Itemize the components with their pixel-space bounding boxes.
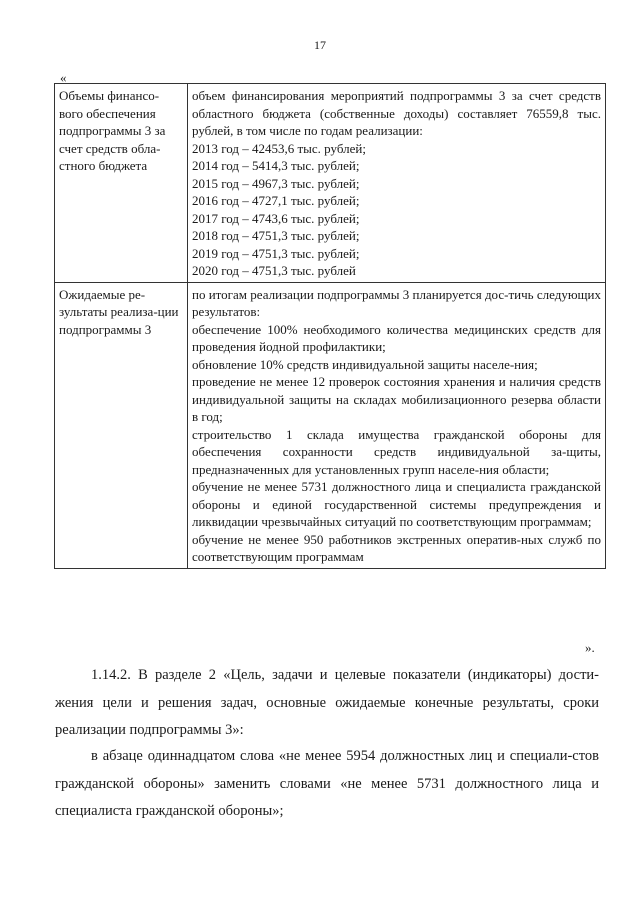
result-item: обучение не менее 950 работников экстренных оператив-ных служб по соответствующим программам bbox=[192, 531, 601, 564]
amendment-paragraph-2: в абзаце одиннадцатом слова «не менее 5954 должностных лиц и специали-стов гражданской обороны» заменить словами «не менее 5731 должностного лица и специалиста гражданской обороны»; bbox=[55, 748, 599, 819]
results-content-cell bbox=[188, 282, 606, 568]
results-label-cell: Ожидаемые ре-зультаты реализа-ции подпрограммы 3 bbox=[55, 282, 188, 568]
financing-year-line: 2014 год – 5414,3 тыс. рублей; bbox=[192, 158, 360, 173]
result-item: обновление 10% средств индивидуальной защиты населе-ния; bbox=[192, 356, 538, 372]
subprogram-passport-table bbox=[54, 83, 606, 569]
financing-year-line: 2020 год – 4751,3 тыс. рублей bbox=[192, 263, 356, 278]
financing-year-line: 2019 год – 4751,3 тыс. рублей; bbox=[192, 245, 360, 261]
financing-year-line: 2013 год – 42453,6 тыс. рублей; bbox=[192, 140, 366, 156]
financing-year-line: 2016 год – 4727,1 тыс. рублей; bbox=[192, 193, 360, 208]
table-row-financing bbox=[55, 84, 606, 283]
opening-quote-mark: « bbox=[60, 70, 67, 85]
financing-intro: объем финансирования мероприятий подпрограммы 3 за счет средств областного бюджета (собственные доходы) составляет 76559,8 тыс. рублей, в том числе по годам реализации: bbox=[192, 88, 601, 138]
result-item: по итогам реализации подпрограммы 3 планируется дос-тичь следующих результатов: bbox=[192, 286, 601, 319]
financing-content-cell bbox=[188, 84, 606, 283]
financing-year-line: 2015 год – 4967,3 тыс. рублей; bbox=[192, 175, 360, 191]
result-item: обеспечение 100% необходимого количества медицинских средств для проведения йодной профилактики; bbox=[192, 321, 601, 354]
financing-year-line: 2018 год – 4751,3 тыс. рублей; bbox=[192, 228, 360, 243]
amendment-paragraph-1: 1.14.2. В разделе 2 «Цель, задачи и целевые показатели (индикаторы) дости-жения цели и решения задач, основные ожидаемые конечные результаты, сроки реализации подпрограммы 3»: bbox=[55, 667, 599, 738]
financing-year-line: 2017 год – 4743,6 тыс. рублей; bbox=[192, 210, 360, 226]
result-item: проведение не менее 12 проверок состояния хранения и наличия средств индивидуальной защиты на складах мобилизационного резерва области в год; bbox=[192, 374, 601, 424]
result-item: строительство 1 склада имущества гражданской обороны для обеспечения сохранности средств индивидуальной за-щиты, предназначенных для установленных групп населе-ния области; bbox=[192, 426, 601, 477]
result-item: обучение не менее 5731 должностного лица и специалиста гражданской обороны и единой государственной системы предупреждения и ликвидации чрезвычайных ситуаций по соответствующим программам; bbox=[192, 479, 601, 529]
page-number: 17 bbox=[314, 38, 326, 52]
closing-quote-mark: ». bbox=[585, 640, 595, 655]
table-row-expected-results bbox=[55, 282, 606, 568]
financing-label-cell: Объемы финансо-вого обеспечения подпрограммы 3 за счет средств обла-стного бюджета bbox=[55, 84, 188, 283]
